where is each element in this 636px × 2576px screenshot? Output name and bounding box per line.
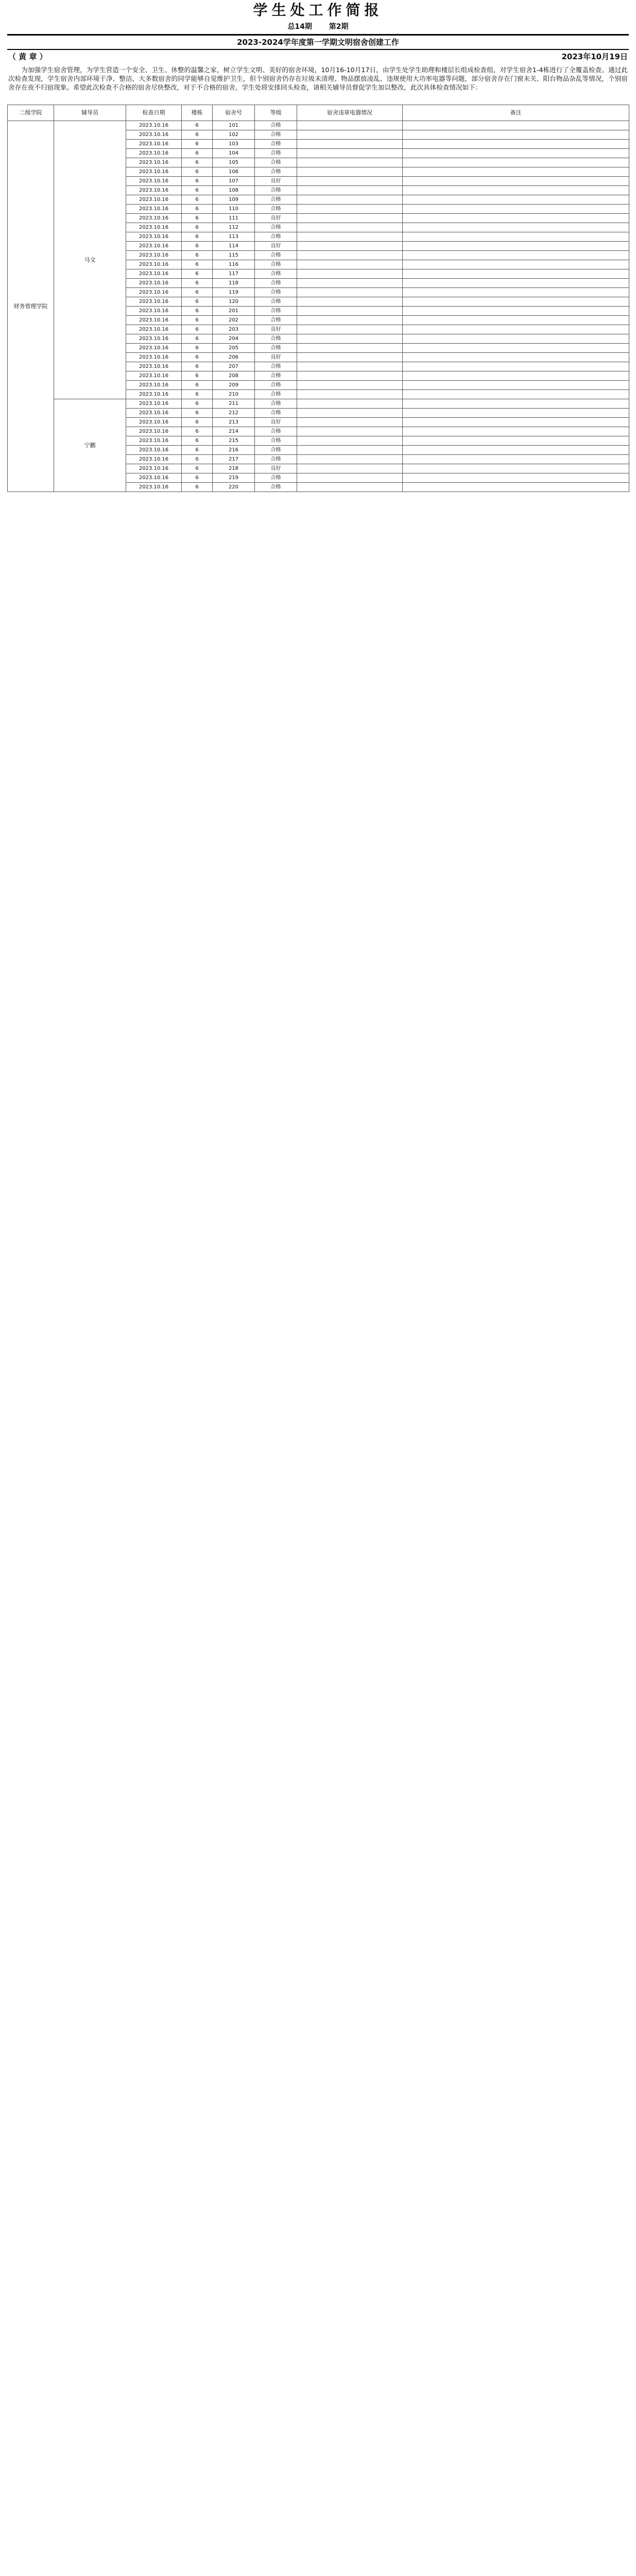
- grade-cell: 合格: [255, 334, 297, 344]
- building-cell: 6: [182, 307, 213, 316]
- building-cell: 6: [182, 158, 213, 167]
- issue-total: 总14期: [287, 23, 312, 31]
- date-cell: 2023.10.16: [126, 260, 182, 269]
- building-cell: 6: [182, 418, 213, 427]
- date-cell: 2023.10.16: [126, 325, 182, 334]
- remark-cell: [403, 409, 629, 418]
- building-cell: 6: [182, 186, 213, 195]
- room-cell: 103: [213, 140, 255, 149]
- date-cell: 2023.10.16: [126, 464, 182, 473]
- grade-cell: 合格: [255, 167, 297, 177]
- column-header: 备注: [403, 105, 629, 121]
- room-cell: 114: [213, 242, 255, 251]
- building-cell: 6: [182, 214, 213, 223]
- room-cell: 205: [213, 344, 255, 353]
- date-cell: 2023.10.16: [126, 121, 182, 130]
- appliance-cell: [297, 242, 403, 251]
- building-cell: 6: [182, 325, 213, 334]
- room-cell: 217: [213, 455, 255, 464]
- appliance-cell: [297, 140, 403, 149]
- room-cell: 112: [213, 223, 255, 232]
- appliance-cell: [297, 436, 403, 446]
- remark-cell: [403, 455, 629, 464]
- date-cell: 2023.10.16: [126, 242, 182, 251]
- grade-cell: 合格: [255, 427, 297, 436]
- remark-cell: [403, 140, 629, 149]
- grade-cell: 合格: [255, 483, 297, 492]
- date-cell: 2023.10.16: [126, 483, 182, 492]
- date-cell: 2023.10.16: [126, 427, 182, 436]
- remark-cell: [403, 464, 629, 473]
- room-cell: 116: [213, 260, 255, 269]
- grade-cell: 合格: [255, 195, 297, 205]
- column-header: 宿舍号: [213, 105, 255, 121]
- building-cell: 6: [182, 464, 213, 473]
- grade-cell: 合格: [255, 381, 297, 390]
- room-cell: 212: [213, 409, 255, 418]
- grade-cell: 合格: [255, 140, 297, 149]
- remark-cell: [403, 251, 629, 260]
- date-cell: 2023.10.16: [126, 344, 182, 353]
- room-cell: 104: [213, 149, 255, 158]
- appliance-cell: [297, 205, 403, 214]
- appliance-cell: [297, 167, 403, 177]
- room-cell: 113: [213, 232, 255, 242]
- remark-cell: [403, 473, 629, 483]
- room-cell: 111: [213, 214, 255, 223]
- grade-cell: 良好: [255, 214, 297, 223]
- grade-cell: 合格: [255, 371, 297, 381]
- date-cell: 2023.10.16: [126, 307, 182, 316]
- room-cell: 108: [213, 186, 255, 195]
- room-cell: 218: [213, 464, 255, 473]
- date-cell: 2023.10.16: [126, 455, 182, 464]
- room-cell: 208: [213, 371, 255, 381]
- building-cell: 6: [182, 371, 213, 381]
- appliance-cell: [297, 186, 403, 195]
- room-cell: 214: [213, 427, 255, 436]
- date-cell: 2023.10.16: [126, 251, 182, 260]
- grade-cell: 合格: [255, 473, 297, 483]
- building-cell: 6: [182, 260, 213, 269]
- appliance-cell: [297, 390, 403, 399]
- date-cell: 2023.10.16: [126, 297, 182, 307]
- appliance-cell: [297, 269, 403, 279]
- room-cell: 102: [213, 130, 255, 140]
- building-cell: 6: [182, 167, 213, 177]
- room-cell: 204: [213, 334, 255, 344]
- grade-cell: 合格: [255, 269, 297, 279]
- date-cell: 2023.10.16: [126, 390, 182, 399]
- grade-cell: 合格: [255, 121, 297, 130]
- date-cell: 2023.10.16: [126, 446, 182, 455]
- remark-cell: [403, 232, 629, 242]
- table-body: [8, 121, 629, 492]
- grade-cell: 合格: [255, 288, 297, 297]
- remark-cell: [403, 149, 629, 158]
- building-cell: 6: [182, 223, 213, 232]
- appliance-cell: [297, 121, 403, 130]
- building-cell: 6: [182, 381, 213, 390]
- appliance-cell: [297, 223, 403, 232]
- date-cell: 2023.10.16: [126, 130, 182, 140]
- appliance-cell: [297, 334, 403, 344]
- appliance-cell: [297, 362, 403, 371]
- appliance-cell: [297, 473, 403, 483]
- room-cell: 216: [213, 446, 255, 455]
- remark-cell: [403, 279, 629, 288]
- remark-cell: [403, 483, 629, 492]
- remark-cell: [403, 399, 629, 409]
- grade-cell: 合格: [255, 390, 297, 399]
- date-cell: 2023.10.16: [126, 362, 182, 371]
- remark-cell: [403, 205, 629, 214]
- room-cell: 203: [213, 325, 255, 334]
- appliance-cell: [297, 297, 403, 307]
- remark-cell: [403, 371, 629, 381]
- building-cell: 6: [182, 473, 213, 483]
- room-cell: 210: [213, 390, 255, 399]
- table-row: [8, 121, 629, 130]
- building-cell: 6: [182, 195, 213, 205]
- appliance-cell: [297, 399, 403, 409]
- room-cell: 202: [213, 316, 255, 325]
- issue-date: 2023年10月19日: [561, 52, 628, 61]
- date-cell: 2023.10.16: [126, 149, 182, 158]
- room-cell: 118: [213, 279, 255, 288]
- date-cell: 2023.10.16: [126, 279, 182, 288]
- remark-cell: [403, 427, 629, 436]
- inspection-table: [7, 105, 629, 492]
- appliance-cell: [297, 279, 403, 288]
- date-cell: 2023.10.16: [126, 214, 182, 223]
- column-header: 二级学院: [8, 105, 54, 121]
- date-cell: 2023.10.16: [126, 473, 182, 483]
- grade-cell: 合格: [255, 223, 297, 232]
- building-cell: 6: [182, 316, 213, 325]
- date-cell: 2023.10.16: [126, 232, 182, 242]
- appliance-cell: [297, 344, 403, 353]
- building-cell: 6: [182, 232, 213, 242]
- room-cell: 215: [213, 436, 255, 446]
- remark-cell: [403, 307, 629, 316]
- appliance-cell: [297, 260, 403, 269]
- remark-cell: [403, 334, 629, 344]
- room-cell: 117: [213, 269, 255, 279]
- remark-cell: [403, 223, 629, 232]
- grade-cell: 合格: [255, 232, 297, 242]
- remark-cell: [403, 242, 629, 251]
- column-header: 检查日期: [126, 105, 182, 121]
- remark-cell: [403, 121, 629, 130]
- building-cell: 6: [182, 121, 213, 130]
- grade-cell: 合格: [255, 399, 297, 409]
- building-cell: 6: [182, 362, 213, 371]
- remark-cell: [403, 362, 629, 371]
- appliance-cell: [297, 288, 403, 297]
- appliance-cell: [297, 381, 403, 390]
- date-cell: 2023.10.16: [126, 334, 182, 344]
- bulletin-subtitle: 2023-2024学年度第一学期文明宿舍创建工作: [237, 38, 399, 47]
- grade-cell: 良好: [255, 464, 297, 473]
- table-header-row: [8, 105, 629, 121]
- grade-cell: 良好: [255, 177, 297, 186]
- remark-cell: [403, 297, 629, 307]
- issue-number: 第2期: [329, 23, 349, 31]
- grade-cell: 合格: [255, 149, 297, 158]
- appliance-cell: [297, 214, 403, 223]
- grade-cell: 合格: [255, 316, 297, 325]
- appliance-cell: [297, 177, 403, 186]
- building-cell: 6: [182, 177, 213, 186]
- remark-cell: [403, 390, 629, 399]
- date-cell: 2023.10.16: [126, 316, 182, 325]
- building-cell: 6: [182, 242, 213, 251]
- building-cell: 6: [182, 344, 213, 353]
- date-cell: 2023.10.16: [126, 418, 182, 427]
- appliance-cell: [297, 353, 403, 362]
- dateline: [8, 50, 628, 63]
- date-cell: 2023.10.16: [126, 167, 182, 177]
- grade-cell: 合格: [255, 455, 297, 464]
- date-cell: 2023.10.16: [126, 195, 182, 205]
- remark-cell: [403, 158, 629, 167]
- appliance-cell: [297, 195, 403, 205]
- grade-cell: 合格: [255, 436, 297, 446]
- remark-cell: [403, 344, 629, 353]
- building-cell: 6: [182, 297, 213, 307]
- appliance-cell: [297, 325, 403, 334]
- appliance-cell: [297, 232, 403, 242]
- column-header: 辅导员: [54, 105, 126, 121]
- building-cell: 6: [182, 251, 213, 260]
- building-cell: 6: [182, 269, 213, 279]
- counselor-cell: 马文: [54, 121, 126, 399]
- date-cell: 2023.10.16: [126, 371, 182, 381]
- remark-cell: [403, 381, 629, 390]
- issue-line: [0, 21, 636, 33]
- appliance-cell: [297, 307, 403, 316]
- grade-cell: 合格: [255, 205, 297, 214]
- building-cell: 6: [182, 140, 213, 149]
- remark-cell: [403, 177, 629, 186]
- remark-cell: [403, 418, 629, 427]
- room-cell: 207: [213, 362, 255, 371]
- date-cell: 2023.10.16: [126, 399, 182, 409]
- date-cell: 2023.10.16: [126, 436, 182, 446]
- room-cell: 220: [213, 483, 255, 492]
- date-cell: 2023.10.16: [126, 186, 182, 195]
- room-cell: 106: [213, 167, 255, 177]
- date-cell: 2023.10.16: [126, 223, 182, 232]
- remark-cell: [403, 446, 629, 455]
- building-cell: 6: [182, 288, 213, 297]
- grade-cell: 合格: [255, 260, 297, 269]
- grade-cell: 良好: [255, 418, 297, 427]
- grade-cell: 合格: [255, 446, 297, 455]
- appliance-cell: [297, 149, 403, 158]
- room-cell: 105: [213, 158, 255, 167]
- grade-cell: 合格: [255, 130, 297, 140]
- college-cell: 财务管理学院: [8, 121, 54, 492]
- room-cell: 101: [213, 121, 255, 130]
- grade-cell: 合格: [255, 158, 297, 167]
- room-cell: 201: [213, 307, 255, 316]
- date-cell: 2023.10.16: [126, 158, 182, 167]
- building-cell: 6: [182, 483, 213, 492]
- date-cell: 2023.10.16: [126, 177, 182, 186]
- building-cell: 6: [182, 334, 213, 344]
- column-header: 宿舍违章电器情况: [297, 105, 403, 121]
- appliance-cell: [297, 158, 403, 167]
- appliance-cell: [297, 409, 403, 418]
- building-cell: 6: [182, 436, 213, 446]
- remark-cell: [403, 325, 629, 334]
- room-cell: 110: [213, 205, 255, 214]
- building-cell: 6: [182, 446, 213, 455]
- grade-cell: 良好: [255, 353, 297, 362]
- building-cell: 6: [182, 399, 213, 409]
- date-cell: 2023.10.16: [126, 140, 182, 149]
- remark-cell: [403, 316, 629, 325]
- room-cell: 119: [213, 288, 255, 297]
- remark-cell: [403, 436, 629, 446]
- intro-paragraph: 为加强学生宿舍管理，为学生营造一个安全、卫生、休整的温馨之家，树立学生文明、美好的宿舍环境，10月16-10月17日，由学生处学生助理和楼层长组成检查组，对学生宿舍1-4栋进行了全覆盖检查。通过此次检查发现，学生宿舍内部环境干净、整洁，大多数宿舍的同学能够自觉维护卫生，但个别宿舍仍存在垃圾未清理、物品摆放凌乱、违规使用大功率电器等问题，部分宿舍存在门窗未关、阳台物品杂乱等情况，个别宿舍存在夜不归宿现象。希望此次检查不合格的宿舍尽快整改，对于不合格的宿舍，学生处将安排回头检查，请相关辅导员督促学生加以整改，此次具体检查情况如下：: [8, 66, 628, 91]
- counselor-cell: 宁鹏: [54, 399, 126, 492]
- room-cell: 211: [213, 399, 255, 409]
- grade-cell: 合格: [255, 307, 297, 316]
- grade-cell: 合格: [255, 297, 297, 307]
- remark-cell: [403, 186, 629, 195]
- room-cell: 209: [213, 381, 255, 390]
- appliance-cell: [297, 418, 403, 427]
- room-cell: 109: [213, 195, 255, 205]
- appliance-cell: [297, 464, 403, 473]
- building-cell: 6: [182, 353, 213, 362]
- building-cell: 6: [182, 205, 213, 214]
- building-cell: 6: [182, 455, 213, 464]
- building-cell: 6: [182, 149, 213, 158]
- grade-cell: 合格: [255, 362, 297, 371]
- remark-cell: [403, 130, 629, 140]
- appliance-cell: [297, 446, 403, 455]
- date-cell: 2023.10.16: [126, 205, 182, 214]
- column-header: 等级: [255, 105, 297, 121]
- room-cell: 213: [213, 418, 255, 427]
- building-cell: 6: [182, 130, 213, 140]
- remark-cell: [403, 288, 629, 297]
- room-cell: 206: [213, 353, 255, 362]
- remark-cell: [403, 353, 629, 362]
- remark-cell: [403, 269, 629, 279]
- remark-cell: [403, 195, 629, 205]
- grade-cell: 合格: [255, 186, 297, 195]
- grade-cell: 合格: [255, 251, 297, 260]
- appliance-cell: [297, 251, 403, 260]
- date-cell: 2023.10.16: [126, 269, 182, 279]
- room-cell: 115: [213, 251, 255, 260]
- appliance-cell: [297, 316, 403, 325]
- bulletin-title: 学生处工作简报: [253, 2, 383, 19]
- building-cell: 6: [182, 390, 213, 399]
- appliance-cell: [297, 130, 403, 140]
- building-cell: 6: [182, 409, 213, 418]
- building-cell: 6: [182, 279, 213, 288]
- author-tag: （ 黄 章 ）: [8, 52, 47, 61]
- remark-cell: [403, 214, 629, 223]
- table-row: [8, 399, 629, 409]
- grade-cell: 良好: [255, 325, 297, 334]
- column-header: 楼栋: [182, 105, 213, 121]
- date-cell: 2023.10.16: [126, 409, 182, 418]
- remark-cell: [403, 260, 629, 269]
- appliance-cell: [297, 427, 403, 436]
- appliance-cell: [297, 371, 403, 381]
- grade-cell: 合格: [255, 279, 297, 288]
- building-cell: 6: [182, 427, 213, 436]
- grade-cell: 良好: [255, 242, 297, 251]
- appliance-cell: [297, 455, 403, 464]
- appliance-cell: [297, 483, 403, 492]
- room-cell: 120: [213, 297, 255, 307]
- date-cell: 2023.10.16: [126, 381, 182, 390]
- remark-cell: [403, 167, 629, 177]
- room-cell: 219: [213, 473, 255, 483]
- date-cell: 2023.10.16: [126, 353, 182, 362]
- grade-cell: 合格: [255, 409, 297, 418]
- room-cell: 107: [213, 177, 255, 186]
- grade-cell: 合格: [255, 344, 297, 353]
- date-cell: 2023.10.16: [126, 288, 182, 297]
